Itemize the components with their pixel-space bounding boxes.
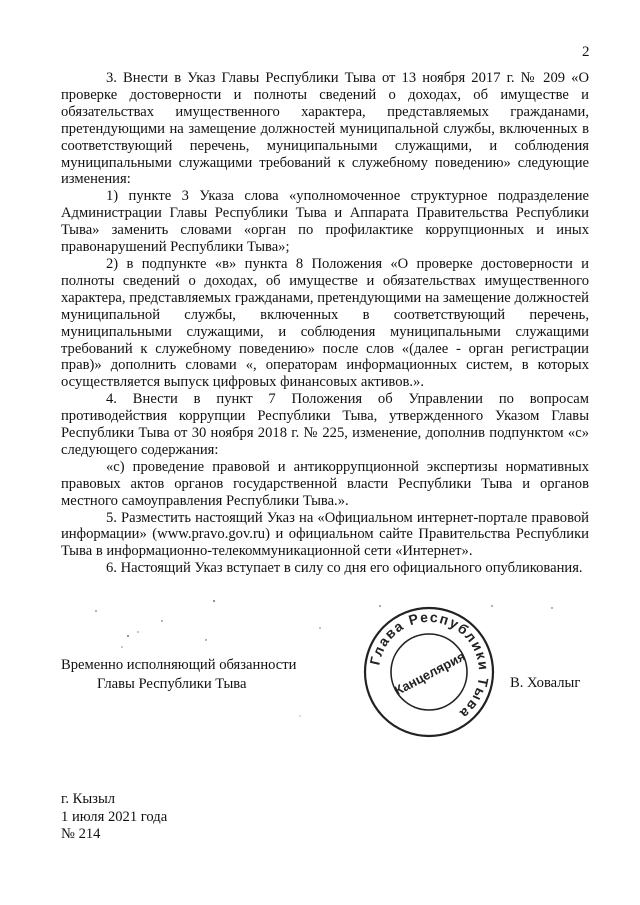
- paragraph-subitem-1: 1) пункте 3 Указа слова «уполномоченное структурное подразделение Администрации Главы Республики Тыва и Аппарата Правительства Республики Тыва» заменить словами «орган по профилактике коррупционных и иных правонарушений Республики Тыва»;: [61, 188, 589, 256]
- signature-position: [61, 656, 296, 694]
- paragraph-item-5: 5. Разместить настоящий Указ на «Официальном интернет-портале правовой информации» (www.pravo.gov.ru) и официальном сайте Правительства Республики Тыва в информационно-телекоммуникационной сети «Интернет».: [61, 509, 589, 560]
- paragraph-item-4: 4. Внести в пункт 7 Положения об Управлении по вопросам противодействия коррупции Республики Тыва, утвержденного Указом Главы Республики Тыва от 30 ноября 2018 г. № 225, изменение, дополнив подпунктом «с» следующего содержания:: [61, 391, 589, 458]
- paragraph-item-3: 3. Внести в Указ Главы Республики Тыва от 13 ноября 2017 г. № 209 «О проверке достоверности и полноты сведений о доходах, об имуществе и обязательствах имущественного характера, представляемых гражданами, претендующими на замещение должностей муниципальной службы, включенных в соответствующий перечень, муниципальными служащими, и соблюдения муниципальными служащими требований к служебному поведению» следующие изменения:: [61, 70, 589, 188]
- signatory-name: В. Ховалыг: [510, 675, 581, 691]
- paragraph-quote-c: «с) проведение правовой и антикоррупционной экспертизы нормативных правовых актов органов государственной власти Республики Тыва и органов местного самоуправления Республики Тыва.».: [61, 458, 589, 509]
- document-footer: [61, 791, 167, 844]
- signature-position-line1: Временно исполняющий обязанности: [61, 657, 297, 673]
- footer-number: № 214: [61, 826, 101, 842]
- seal-ring-text: Глава Республики Тыва: [366, 608, 493, 723]
- office-seal-stamp: [361, 604, 497, 740]
- signature-position-line2: Главы Республики Тыва: [97, 676, 247, 692]
- document-body: [61, 70, 589, 577]
- footer-date: 1 июля 2021 года: [61, 808, 168, 825]
- footer-city: г. Кызыл: [61, 791, 116, 807]
- paragraph-subitem-2: 2) в подпункте «в» пункта 8 Положения «О проверке достоверности и полноты сведений о доходах, об имуществе и обязательствах имущественного характера, представляемых гражданами, претендующими на замещение должностей муниципальной службы, включенных в соответствующий перечень, муниципальными служащими, и соблюдения муниципальными служащими требований к служебному поведению» после слов «(далее - орган регистрации прав)» дополнить словами «, операторам информационных систем, в которых осуществляется выпуск цифровых финансовых активов.».: [61, 255, 589, 391]
- page-number: 2: [582, 44, 590, 60]
- seal-center-text: Канцелярия: [391, 648, 468, 699]
- paragraph-item-6: 6. Настоящий Указ вступает в силу со дня его официального опубликования.: [106, 560, 583, 577]
